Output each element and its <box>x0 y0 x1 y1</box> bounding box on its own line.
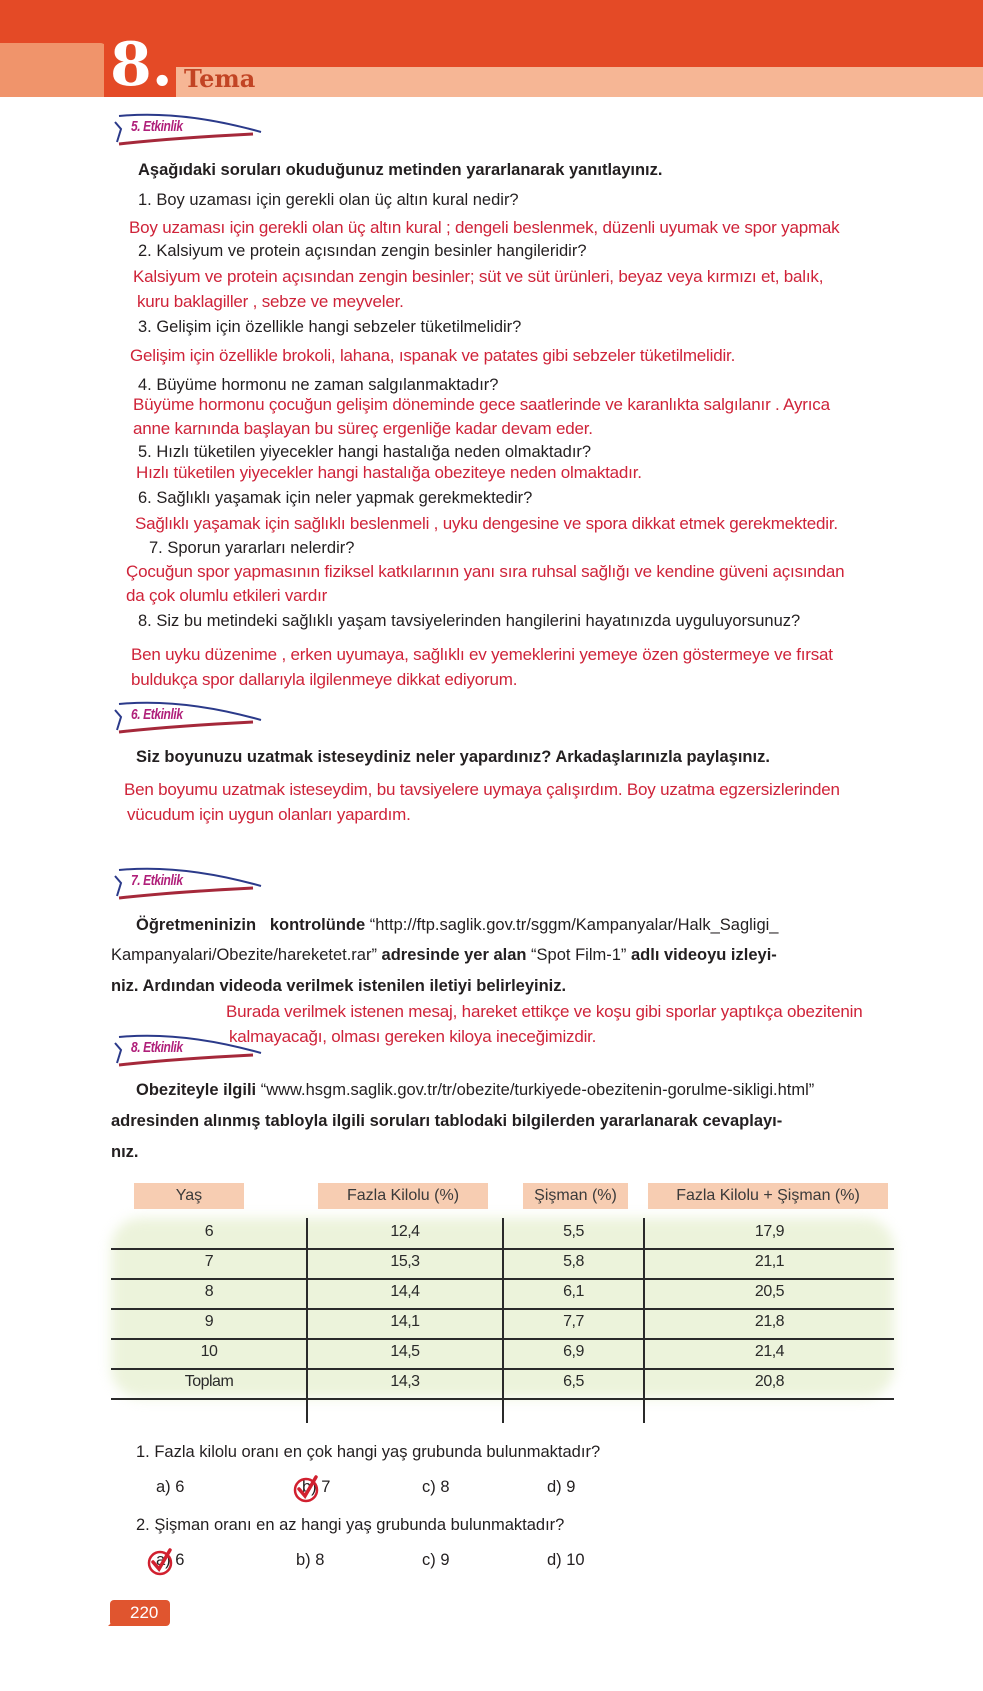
url-text: “http://ftp.saglik.gov.tr/sggm/Kampanyalar/Halk_Sagligi_ <box>365 916 779 934</box>
question-1: 1. Boy uzaması için gerekli olan üç altın kural nedir? <box>138 191 519 209</box>
text-bold: Öğretmeninizin kontrolünde <box>136 916 366 934</box>
table-header-overweight: Fazla Kilolu (%) <box>318 1183 488 1209</box>
table-cell: 10 <box>200 1343 218 1360</box>
text-bold: adlı videoyu izleyi- <box>626 946 777 964</box>
table-cell: 15,3 <box>390 1253 420 1270</box>
answer-option[interactable]: d) 9 <box>547 1478 576 1496</box>
answer-option[interactable]: a) 6 <box>156 1478 185 1496</box>
url-text: Kampanyalari/Obezite/hareketet.rar” <box>111 946 377 964</box>
table-cell: 17,9 <box>754 1223 785 1240</box>
table-cell: 21,4 <box>754 1343 785 1360</box>
table-cell: 14,1 <box>390 1313 420 1330</box>
activity-6-answer-line1: Ben boyumu uzatmak isteseydim, bu tavsiyelere uymaya çalışırdım. Boy uzatma egzersizlerinden <box>124 780 840 799</box>
url-text: “www.hsgm.saglik.gov.tr/tr/obezite/turkiyede-obezitenin-gorulme-sikligi.html” <box>256 1081 815 1099</box>
table-row-divider <box>111 1308 894 1310</box>
answer-4-line2: anne karnında başlayan bu süreç ergenliğe kadar devam eder. <box>133 419 593 438</box>
page-number-badge <box>110 1600 170 1626</box>
page-number: 220 <box>130 1603 159 1622</box>
activity-8-banner <box>113 1033 263 1067</box>
activity-5-banner <box>113 112 263 146</box>
table-cell: 6,1 <box>563 1283 584 1300</box>
table-cell: 9 <box>204 1313 214 1330</box>
film-title: “Spot Film-1” <box>526 946 627 964</box>
answer-7-line2: da çok olumlu etkileri vardır <box>126 586 328 605</box>
table-cell: 7,7 <box>563 1313 584 1330</box>
activity-6-prompt: Siz boyunuzu uzatmak isteseydiniz neler yapardınız? Arkadaşlarınızla paylaşınız. <box>136 748 770 766</box>
checkmark-icon <box>146 1547 172 1573</box>
answer-option[interactable]: c) 8 <box>422 1478 450 1496</box>
activity-5-label: 5. Etkinlik <box>131 118 183 135</box>
table-cell: 21,8 <box>754 1313 785 1330</box>
answer-5: Hızlı tüketilen yiyecekler hangi hastalığa obeziteye neden olmaktadır. <box>136 463 642 482</box>
table-row-divider <box>111 1278 894 1280</box>
table-cell: 20,8 <box>754 1373 785 1390</box>
table-question-2: 2. Şişman oranı en az hangi yaş grubunda bulunmaktadır? <box>136 1516 565 1534</box>
header-tab <box>0 43 108 97</box>
answer-option[interactable]: b) 7 <box>302 1478 331 1496</box>
theme-title: Tema <box>184 64 256 93</box>
table-cell: 7 <box>204 1253 214 1270</box>
answer-option[interactable]: c) 9 <box>422 1551 450 1569</box>
text-bold: adresinde yer alan <box>376 946 527 964</box>
answer-4-line1: Büyüme hormonu çocuğun gelişim döneminde gece saatlerinde ve karanlıkta salgılanır . Ayrıca <box>133 395 830 414</box>
table-row-divider <box>111 1338 894 1340</box>
table-cell: 8 <box>204 1283 214 1300</box>
activity-6-answer-line2: vücudum için uygun olanları yapardım. <box>127 805 411 824</box>
question-3: 3. Gelişim için özellikle hangi sebzeler tüketilmelidir? <box>138 318 522 336</box>
question-5: 5. Hızlı tüketilen yiyecekler hangi hastalığa neden olmaktadır? <box>138 443 592 461</box>
table-cell: 5,8 <box>563 1253 584 1270</box>
activity-8-line1 <box>136 1081 814 1100</box>
activity-7-line3: niz. Ardından videoda verilmek istenilen iletiyi belirleyiniz. <box>111 977 567 995</box>
table-cell: 14,3 <box>390 1373 420 1390</box>
activity-7-label: 7. Etkinlik <box>131 872 183 889</box>
question-4: 4. Büyüme hormonu ne zaman salgılanmaktadır? <box>138 376 499 394</box>
answer-2-line2: kuru baklagiller , sebze ve meyveler. <box>137 292 404 311</box>
question-8: 8. Siz bu metindeki sağlıklı yaşam tavsiyelerinden hangilerini hayatınızda uyguluyorsunuz? <box>138 612 801 630</box>
activity-8-label: 8. Etkinlik <box>131 1039 183 1056</box>
table-header-age: Yaş <box>134 1183 244 1209</box>
answer-option[interactable]: b) 8 <box>296 1551 325 1569</box>
table-cell: 5,5 <box>563 1223 584 1240</box>
table-cell: 14,4 <box>390 1283 420 1300</box>
text-bold: Obeziteyle ilgili <box>136 1081 257 1099</box>
checkmark-icon <box>292 1474 318 1500</box>
answer-option[interactable]: a) 6 <box>156 1551 185 1569</box>
answer-2-line1: Kalsiyum ve protein açısından zengin besinler; süt ve süt ürünleri, beyaz veya kırmızı et, balık, <box>133 267 824 286</box>
table-row-divider <box>111 1398 894 1400</box>
activity-7-line2 <box>111 946 777 965</box>
activity-7-banner <box>113 866 263 900</box>
table-cell: 21,1 <box>754 1253 785 1270</box>
table-cell: 6,5 <box>563 1373 584 1390</box>
activity-6-banner <box>113 700 263 734</box>
table-cell: 20,5 <box>754 1283 785 1300</box>
answer-8-line1: Ben uyku düzenime , erken uyumaya, sağlıklı ev yemeklerini yemeye özen göstermeye ve fırsat <box>131 645 833 664</box>
table-question-1: 1. Fazla kilolu oranı en çok hangi yaş grubunda bulunmaktadır? <box>136 1443 601 1461</box>
answer-3: Gelişim için özellikle brokoli, lahana, ıspanak ve patates gibi sebzeler tüketilmelidir. <box>130 346 736 365</box>
activity-7-line1 <box>136 916 778 935</box>
table-cell: 6,9 <box>563 1343 584 1360</box>
table-header-obese: Şişman (%) <box>523 1183 628 1209</box>
activity-7-answer-line1: Burada verilmek istenen mesaj, hareket ettikçe ve koşu gibi sporlar yaptıkça obezitenin <box>226 1002 863 1021</box>
question-6: 6. Sağlıklı yaşamak için neler yapmak gerekmektedir? <box>138 489 533 507</box>
activity-8-line3: nız. <box>111 1143 139 1161</box>
table-row-divider <box>111 1368 894 1370</box>
table-cell: 14,5 <box>390 1343 420 1360</box>
question-2: 2. Kalsiyum ve protein açısından zengin besinler hangileridir? <box>138 242 587 260</box>
activity-7-answer-line2: kalmayacağı, olması gereken kiloya ineceğimizdir. <box>229 1027 597 1046</box>
theme-number: 8. <box>110 30 173 100</box>
activity-8-line2: adresinden alınmış tabloyla ilgili soruları tablodaki bilgilerden yararlanarak cevaplayı- <box>111 1112 783 1130</box>
table-cell: Toplam <box>184 1373 234 1390</box>
table-cell: 6 <box>204 1223 214 1240</box>
answer-option[interactable]: d) 10 <box>547 1551 585 1569</box>
activity-6-label: 6. Etkinlik <box>131 706 183 723</box>
table-header-total: Fazla Kilolu + Şişman (%) <box>648 1183 888 1209</box>
answer-8-line2: buldukça spor dallarıyla ilgilenmeye dikkat ediyorum. <box>131 670 518 689</box>
table-row-divider <box>111 1248 894 1250</box>
answer-7-line1: Çocuğun spor yapmasının fiziksel katkılarının yanı sıra ruhsal sağlığı ve kendine güveni açısından <box>126 562 845 581</box>
table-cell: 12,4 <box>390 1223 420 1240</box>
answer-6: Sağlıklı yaşamak için sağlıklı beslenmeli , uyku dengesine ve spora dikkat etmek gerekmektedir. <box>135 514 838 533</box>
answer-1: Boy uzaması için gerekli olan üç altın kural ; dengeli beslenmek, düzenli uyumak ve spor yapmak <box>129 218 840 237</box>
activity-5-instruction: Aşağıdaki soruları okuduğunuz metinden yararlanarak yanıtlayınız. <box>138 161 663 179</box>
question-7: 7. Sporun yararları nelerdir? <box>149 539 355 557</box>
